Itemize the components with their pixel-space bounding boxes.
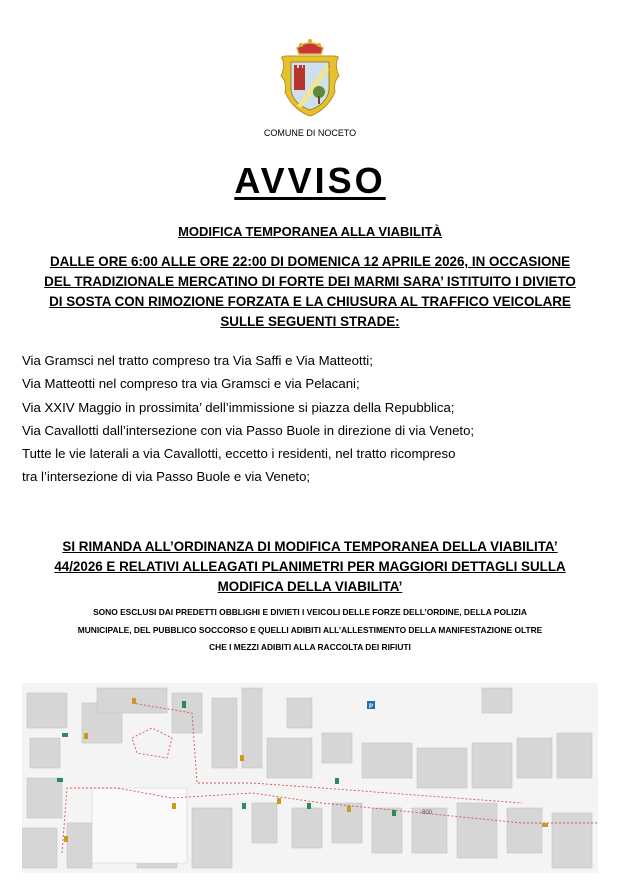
street-item: Via Matteotti nel compreso tra via Gramsci e via Pelacani;	[22, 376, 360, 392]
intro-line: DEL TRADIZIONALE MERCATINO DI FORTE DEI MARMI SARA’ ISTITUITO I DIVIETO	[44, 274, 576, 289]
coat-of-arms-icon	[277, 38, 343, 118]
intro-line: DI SOSTA CON RIMOZIONE FORZATA E LA CHIUSURA AL TRAFFICO VEICOLARE	[49, 294, 571, 309]
reference-paragraph	[22, 537, 598, 597]
notice-subtitle-text: MODIFICA TEMPORANEA ALLA VIABILITÀ	[178, 224, 442, 239]
street-item: tra l’intersezione di via Passo Buole e via Veneto;	[22, 469, 311, 485]
map-square	[92, 788, 187, 863]
exclusions-line: SONO ESCLUSI DAI PREDETTI OBBLIGHI E DIVIETI I VEICOLI DELLE FORZE DELL’ORDINE, DELLA POLIZIA	[93, 607, 527, 617]
parking-label: P	[368, 704, 374, 710]
municipality-name: COMUNE DI NOCETO	[263, 128, 357, 138]
intro-line: SULLE SEGUENTI STRADE:	[220, 314, 400, 329]
street-item: Via XXIV Maggio in prossimita’ dell’immissione si piazza della Repubblica;	[22, 399, 455, 415]
exclusions-line: MUNICIPALE, DEL PUBBLICO SOCCORSO E QUELLI ADIBITI ALL’ALLESTIMENTO DELLA MANIFESTAZIONE OLTRE	[77, 624, 543, 635]
intro-line: DALLE ORE 6:00 ALLE ORE 22:00 DI DOMENICA 12 APRILE 2026, IN OCCASIONE	[49, 254, 571, 269]
street-map	[22, 683, 598, 873]
notice-title	[0, 160, 620, 202]
street-item: Via Cavallotti dall’intersezione con via Passo Buole in direzione di via Veneto;	[22, 422, 475, 438]
exclusions-line: CHE I MEZZI ADIBITI ALLA RACCOLTA DEI RIFIUTI	[209, 642, 411, 652]
street-list	[22, 349, 602, 489]
map-street-number: 800	[422, 810, 433, 816]
exclusions-paragraph	[20, 604, 600, 657]
reference-line: 44/2026 E RELATIVI ALLEAGATI PLANIMETRI PER MAGGIORI DETTAGLI SULLA	[54, 559, 566, 574]
street-item: Tutte le vie laterali a via Cavallotti, eccetto i residenti, nel tratto ricompreso	[22, 446, 456, 462]
reference-line: SI RIMANDA ALL’ORDINANZA DI MODIFICA TEMPORANEA DELLA VIABILITA’	[62, 539, 558, 554]
notice-title-text: AVVISO	[234, 160, 386, 201]
reference-line: MODIFICA DELLA VIABILITA’	[217, 579, 403, 594]
notice-subtitle	[0, 224, 620, 239]
street-item: Via Gramsci nel tratto compreso tra Via Saffi e Via Matteotti;	[22, 353, 373, 368]
intro-paragraph	[22, 252, 598, 332]
